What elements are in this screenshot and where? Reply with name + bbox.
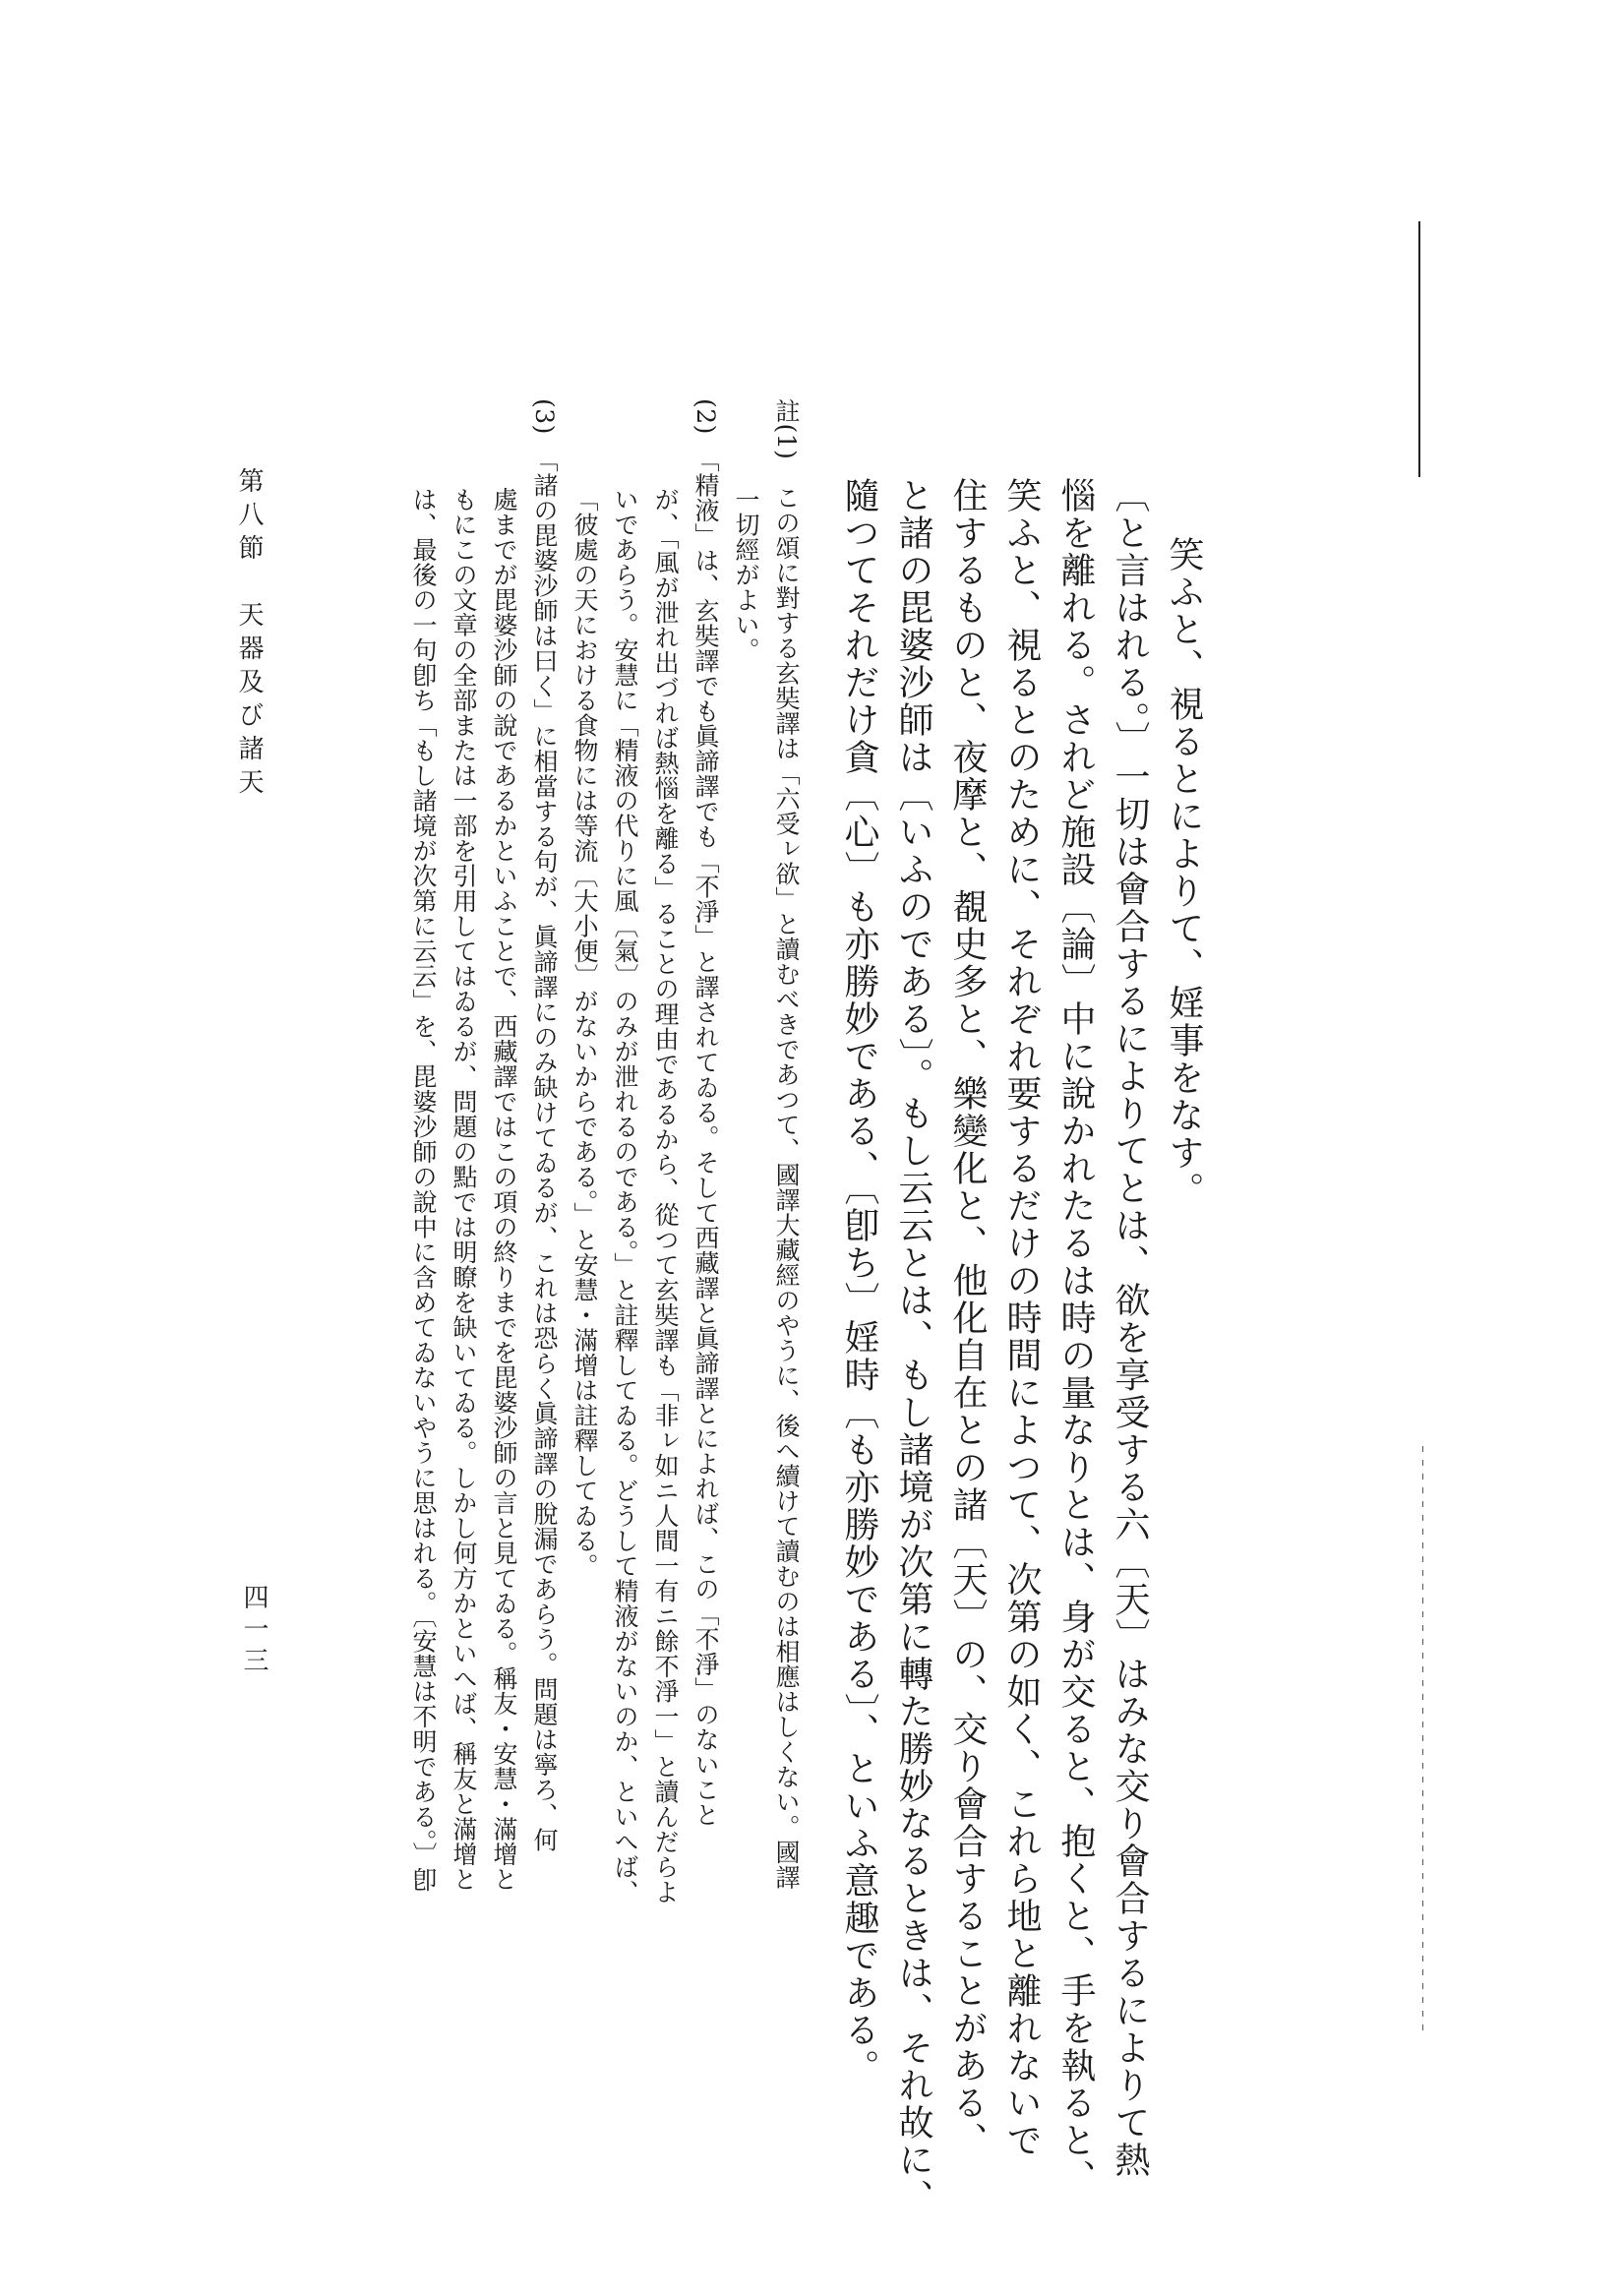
footnote-line: もにこの文章の全部または一部を引用してはゐるが、問題の點では明瞭を缺いてゐる。しかし何方かといへば、稱友と滿增と [450, 487, 478, 1892]
footnote-line: いであらう。安慧に「精液の代りに風〔氣〕のみが泄れるのである。」と註釋してゐる。どうして精液がないのか、といへば、 [611, 487, 639, 1904]
footnote-line: 一切經がよい。 [732, 487, 760, 663]
footnote-line: (2) 「精液」は、玄奘譯でも眞諦譯でも「不淨」と譯されてゐる。そして西藏譯と眞諦譯とによれば、この「不淨」のないこと [692, 398, 720, 1828]
edge-dotted-rule [1422, 1446, 1423, 2036]
running-head: 第八節 天器及び諸天 [234, 467, 264, 802]
footnote-line: 處までが毘婆沙師の說であるかといふことで、西藏譯ではこの項の終りまでを毘婆沙師の言と見てゐる。稱友・安慧・滿增と [490, 487, 518, 1892]
main-text-line: 隨つてそれだけ貪〔心〕も亦勝妙である、〔卽ち〕婬時〔も亦勝妙である〕、といふ意趣である。 [839, 477, 879, 2086]
edge-rule [1418, 221, 1420, 477]
main-text-line: 笑ふと、視るとによりて、婬事をなす。 [1164, 536, 1204, 1209]
main-text-line: 〔と言はれる。〕一切は會合するによりてとは、欲を享受する六〔天〕はみな交り會合するによりて熱 [1110, 477, 1150, 2179]
main-text-line: 笑ふと、視るとのために、それぞれ要するだけの時間によつて、次第の如く、これら地と離れないで [1001, 477, 1042, 2159]
footnote-line: 「彼處の天における食物には等流〔大小便〕がないからである。」と安慧・滿增は註釋してゐる。 [571, 487, 599, 1579]
footnote-line: (3) 「諸の毘婆沙師は曰く」に相當する句が、眞諦譯にのみ缺けてゐるが、これは恐らく眞諦譯の脫漏であらう。問題は寧ろ、何 [530, 398, 559, 1852]
footnote-line: が、「風が泄れ出づれば熱惱を離る」ることの理由であるから、從つて玄奘譯も「非ㇾ如ニ人間一有ニ餘不淨一」と讀んだらよ [651, 487, 680, 1904]
footnotes-block [403, 398, 807, 1933]
footnote-line: 註(1) この頌に對する玄奘譯は「六受ㇾ欲」と讀むべきであつて、國譯大藏經のやうに、後へ續けて讀むのは相應はしくない。國譯 [772, 398, 801, 1890]
footnote-line: は、最後の一句卽ち「もし諸境が次第に云云」を、毘婆沙師の說中に含めてゐないやうに思はれる。〔安慧は不明である。〕卽 [409, 487, 438, 1893]
main-text-block [832, 477, 1211, 2216]
main-text-line: 惱を離れる。されど施設〔論〕中に說かれたるは時の量なりとは、身が交ると、抱くと、手を執ると、 [1055, 477, 1096, 2197]
main-text-line: と諸の毘婆沙師は〔いふのである〕。もし云云とは、もし諸境が次第に轉た勝妙なるときは、それ故に、 [893, 477, 933, 2216]
main-text-line: 住するものと、夜摩と、覩史多と、樂變化と、他化自在との諸〔天〕の、交り會合することがある、 [947, 477, 988, 2159]
page-number: 四一三 [239, 1584, 269, 1678]
